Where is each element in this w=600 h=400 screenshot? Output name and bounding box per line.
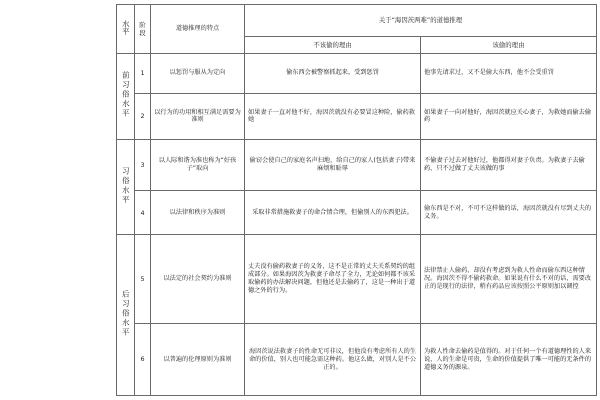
stage-cell: 5 xyxy=(135,235,151,324)
feature-cell: 以法定的社会契约为准则 xyxy=(151,235,245,324)
should-not-cell: 如果妻子一直对他不好，海因茨就没有必要冒这种险，偷药救她 xyxy=(245,93,421,139)
table-row xyxy=(117,140,597,191)
header-should: 该偷的理由 xyxy=(421,36,597,53)
should-cell: 他事先请求过，又不是偷大东西，他不会受重罚 xyxy=(421,53,597,93)
header-feature: 道德推理的特点 xyxy=(151,5,245,54)
should-cell: 法律禁止人偷药，却没有考虑到为救人性命而偷东西这种情况。海因茨不得不偷药救命。如果说有什么不对的话，需要改正的是现行的法律，稍有药品应该按照公平原则加以调控 xyxy=(421,235,597,324)
table-row xyxy=(117,93,597,139)
header-level-label: 水平 xyxy=(121,19,131,35)
moral-reasoning-table-wrapper xyxy=(116,4,596,396)
should-not-cell: 偷东西会被警察抓起来，受到惩罚 xyxy=(245,53,421,93)
should-not-cell: 海因茨说法救妻子的性命无可非议，但他没有考虑所有人的生命的价值，别人也可能急需这种药。他这么做，对别人是不公正的。 xyxy=(245,324,421,396)
should-cell: 如果妻子一向对他好，海因茨就应关心妻子，为救她而偷去偷药 xyxy=(421,93,597,139)
header-should-not: 不该偷的理由 xyxy=(245,36,421,53)
stage-cell: 1 xyxy=(135,53,151,93)
stage-cell: 2 xyxy=(135,93,151,139)
stage-cell: 3 xyxy=(135,140,151,191)
header-stage: 阶段 xyxy=(135,5,151,54)
should-cell: 偷东西是不对，不可不这样做的话，海因茨就没有尽到丈夫的义务。 xyxy=(421,190,597,234)
table-row xyxy=(117,190,597,234)
should-not-cell: 丈夫没有偷药救妻子的义务，这不是正常的丈夫关系契约的组成部分。如果海因茨为救妻子命尽了全力，无论如何都不该采取偷药的办法解决问题，但他还是去偷药了，这是一种出于道德之外的行为。 xyxy=(245,235,421,324)
table-row xyxy=(117,53,597,93)
header-level xyxy=(117,5,135,54)
level-post xyxy=(117,235,135,396)
stage-cell: 4 xyxy=(135,190,151,234)
table-row xyxy=(117,235,597,324)
level-post-label: 后习俗水平 xyxy=(121,289,131,338)
stage-cell: 6 xyxy=(135,324,151,396)
feature-cell: 以普遍的伦理原则为准则 xyxy=(151,324,245,396)
should-not-cell: 偷窃会使自己的家庭名声扫地，给自己的家人(包括妻子)带来麻烦和耻辱 xyxy=(245,140,421,191)
should-not-cell: 采取非常措施救妻子的命合情合理，但偷别人的东西犯法。 xyxy=(245,190,421,234)
feature-cell: 以人际和谐为准也称为“好孩子”取向 xyxy=(151,140,245,191)
feature-cell: 以行为的功用和相互满足需要为准则 xyxy=(151,93,245,139)
level-conv-label: 习俗水平 xyxy=(121,166,131,205)
moral-reasoning-table xyxy=(116,4,597,396)
should-cell: 为救人性命去偷药是值得的。对于任何一个有道德理性的人来说，人的生命是可贵，生命的价值提供了唯一可能的无条件的道德义务的源泉。 xyxy=(421,324,597,396)
table-row xyxy=(117,324,597,396)
should-cell: 不偷妻子过去对他好过，他都得对妻子负责。为救妻子去偷药，只不过做了丈夫该做的事 xyxy=(421,140,597,191)
level-pre-label: 前习俗水平 xyxy=(121,71,131,119)
header-dilemma: 关于“海因茨两难”的道德推理 xyxy=(245,5,597,37)
feature-cell: 以法律和秩序为准则 xyxy=(151,190,245,234)
header-row xyxy=(117,5,597,37)
level-conv xyxy=(117,140,135,235)
level-pre xyxy=(117,53,135,140)
feature-cell: 以惩罚与服从为定向 xyxy=(151,53,245,93)
